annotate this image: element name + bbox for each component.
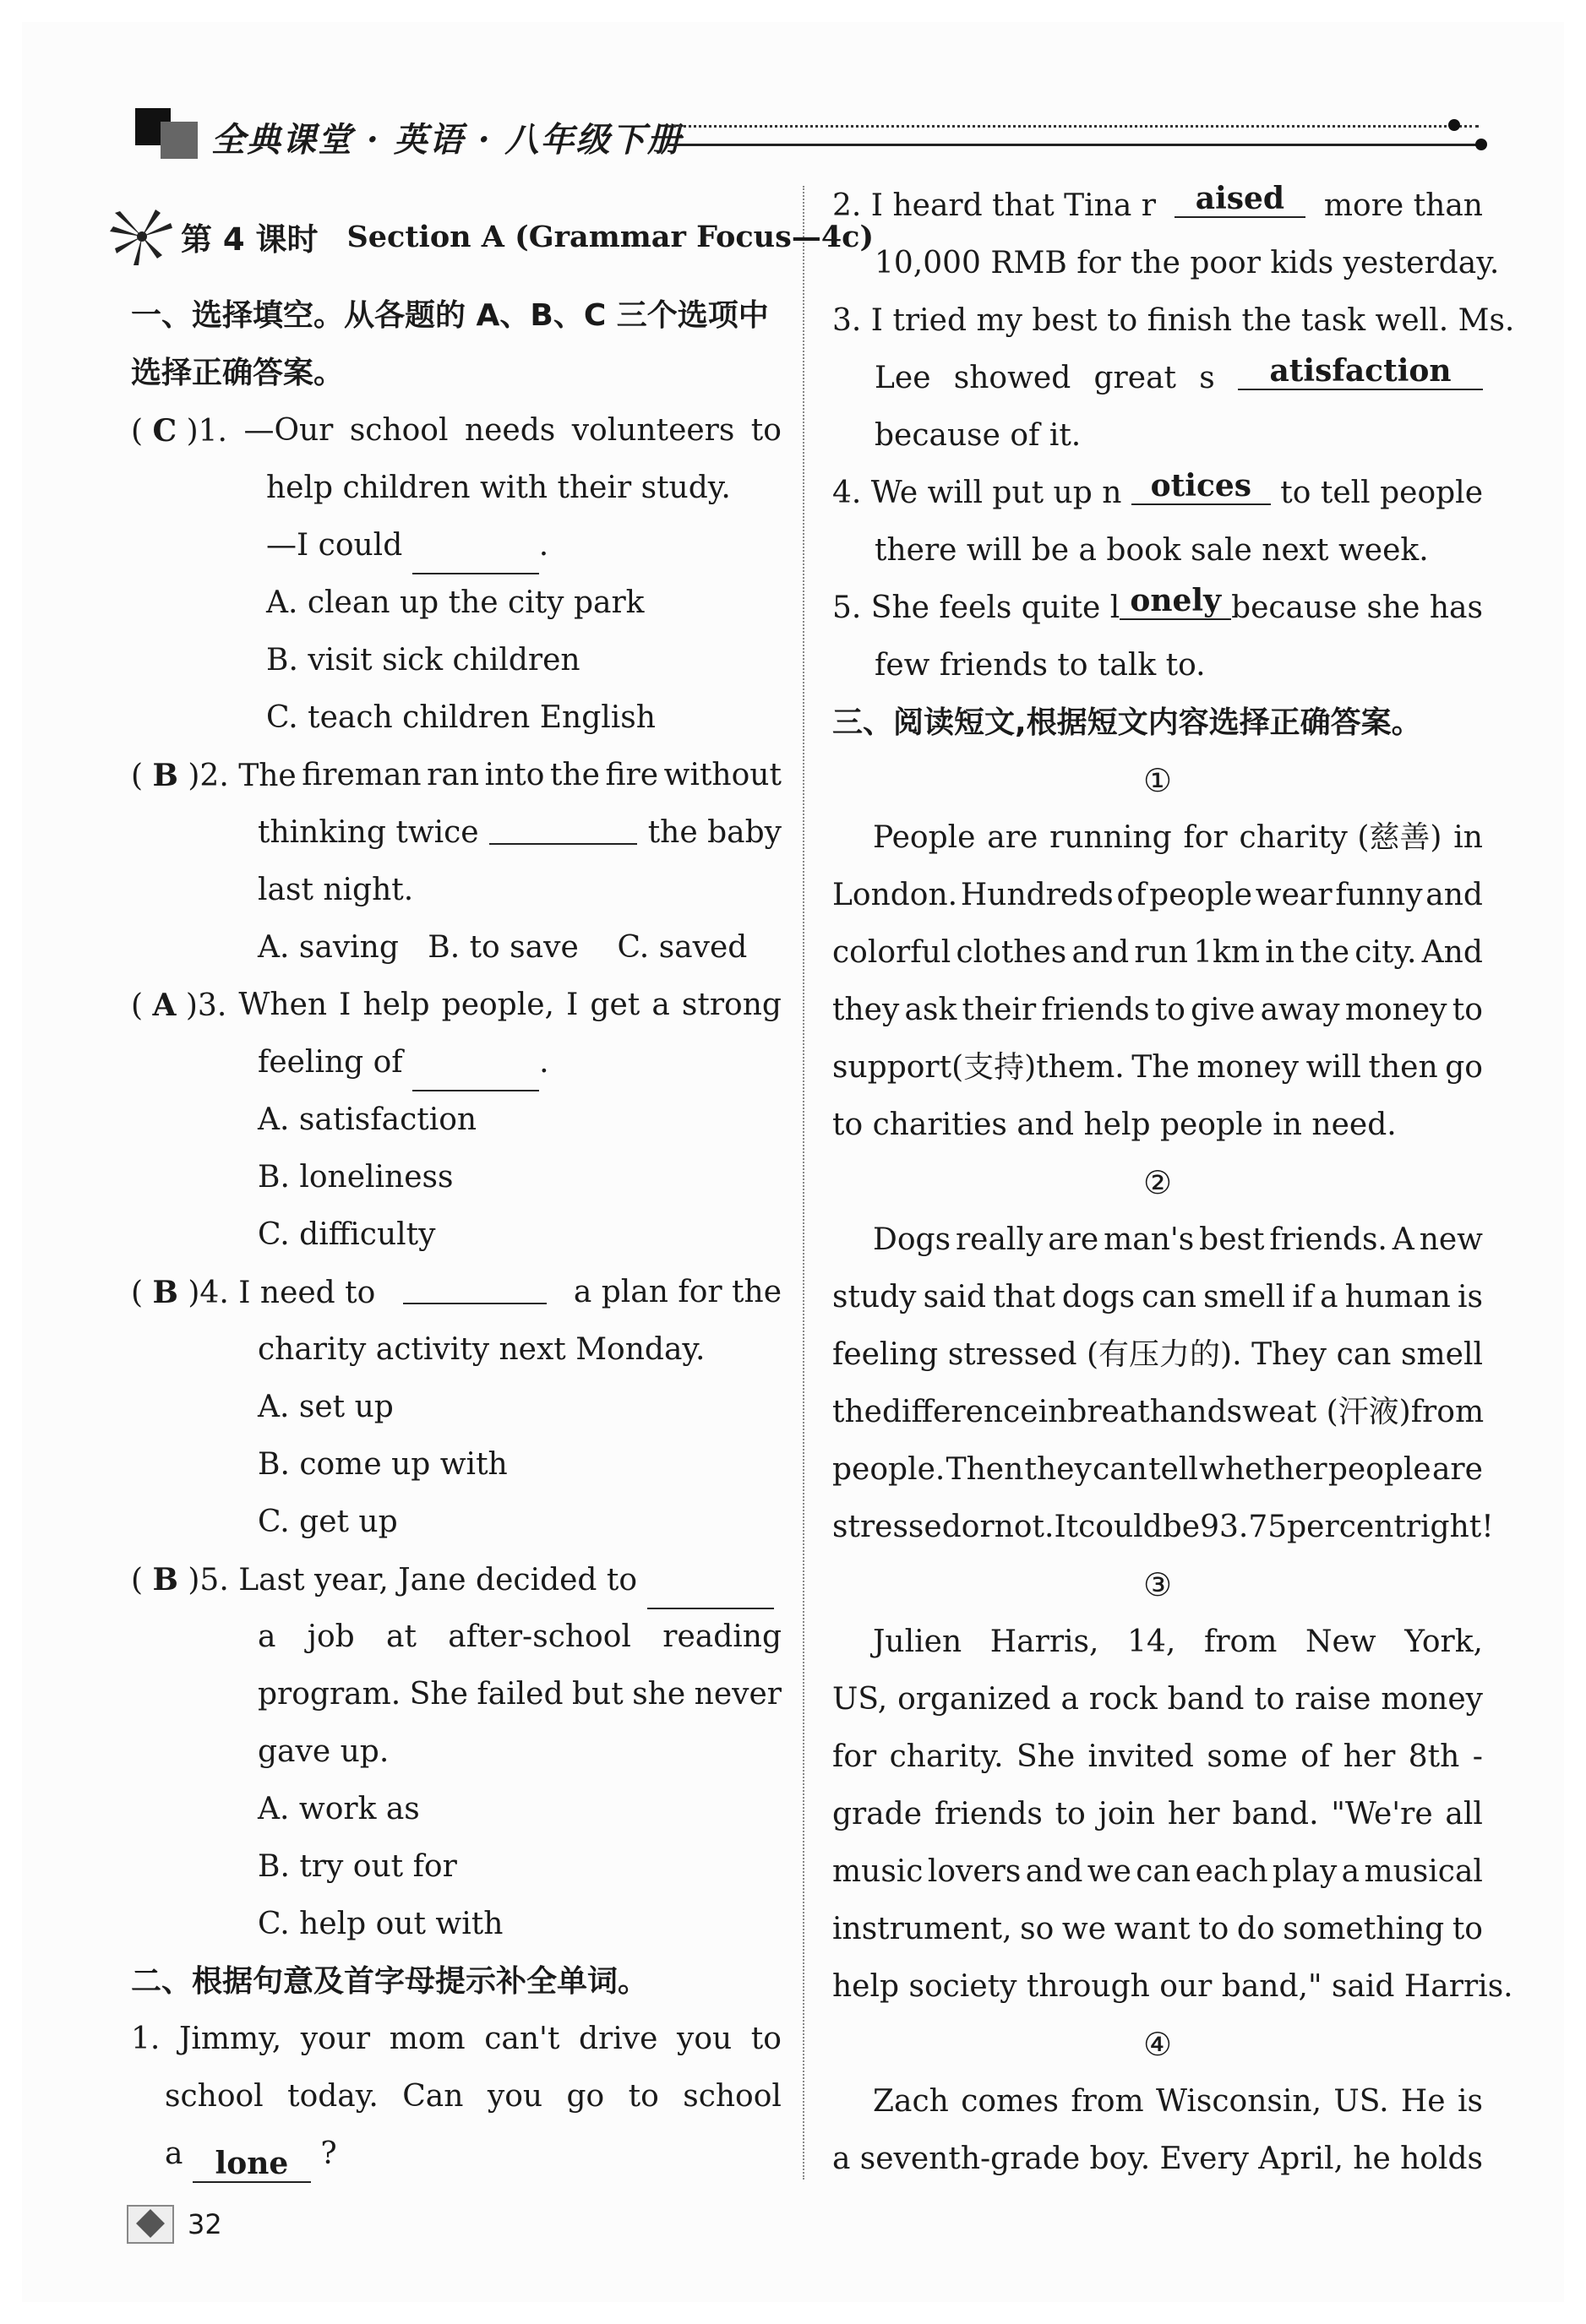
passage-word: be: [1162, 1510, 1201, 1544]
passage-word: A: [1392, 1222, 1414, 1257]
q1-option-a: A. clean up the city park: [266, 585, 645, 620]
passage-word: April,: [1258, 2142, 1344, 2176]
q3-stem-cont: feeling of .: [131, 1034, 782, 1091]
passage-word: if: [1292, 1280, 1314, 1314]
passage-word: of: [1300, 1739, 1331, 1774]
passage-line: [832, 2131, 1483, 2188]
passage-line: [832, 982, 1483, 1039]
passage-line: [832, 1901, 1483, 1958]
passage-word: really: [955, 1222, 1044, 1257]
passage-4-marker: ④: [1142, 2026, 1173, 2063]
passage-1-marker: ①: [1142, 762, 1173, 799]
passage-word: can: [1336, 1337, 1392, 1372]
passage-line: [832, 1614, 1483, 1671]
passage-word: then: [1368, 1050, 1438, 1085]
passage-word: the: [1300, 935, 1350, 970]
passage-word: her: [1343, 1739, 1396, 1774]
header-square-shadow-icon: [161, 122, 198, 159]
q4-stem-cont: charity activity next Monday.: [258, 1332, 706, 1367]
passage-word: People: [873, 820, 976, 855]
passage-word: help society through our band," said Harris.: [832, 1969, 1513, 2004]
p2-q5-answer: onely: [1120, 580, 1231, 620]
passage-word: for: [1183, 820, 1228, 855]
q2-blank: [489, 804, 637, 845]
passage-word: they: [832, 993, 900, 1027]
left-column: [131, 287, 782, 2183]
passage-line: [832, 1441, 1483, 1499]
header-dot: [1448, 119, 1460, 131]
q1-stem-cont: help children with their study.: [266, 471, 731, 505]
passage-line: [832, 1499, 1494, 1556]
passage-word: all: [1445, 1797, 1483, 1831]
p2-q3-line3: because of it.: [875, 418, 1082, 453]
part1-heading: 一、选择填空。从各题的 A、B、C 三个选项中: [131, 298, 769, 333]
passage-3-marker: ③: [1142, 1566, 1173, 1603]
passage-word: and: [1025, 1854, 1083, 1889]
passage-word: smell: [1203, 1280, 1286, 1314]
passage-word: could: [1078, 1510, 1163, 1544]
q5-answer: B: [152, 1562, 178, 1597]
page-footer: [127, 2205, 222, 2244]
passage-word: comes: [961, 2084, 1059, 2119]
passage-word: the: [832, 1395, 882, 1429]
passage-word: and: [1425, 878, 1483, 912]
q5-stem-cont: a job at after-school reading: [258, 1619, 782, 1654]
passage-word: dogs: [1061, 1280, 1136, 1314]
p2-q1-line1: 1. Jimmy, your mom can't drive you to: [131, 2022, 782, 2056]
passage-word: away: [1260, 993, 1340, 1027]
passage-word: "We're: [1331, 1797, 1433, 1831]
passage-word: tell: [1148, 1452, 1198, 1487]
passage-word: can: [1136, 1854, 1191, 1889]
q5-option-c: C. help out with: [258, 1907, 504, 1941]
part1-heading-cont: 选择正确答案。: [131, 356, 345, 390]
passage-word: difference: [881, 1395, 1038, 1429]
passage-line: [832, 809, 1483, 867]
passage-word: to charities and help people in need.: [832, 1108, 1397, 1142]
passage-word: Then: [946, 1452, 1024, 1487]
passage-word: charity.: [889, 1739, 1004, 1774]
passage-word: and: [1169, 1395, 1227, 1429]
passage-word: wear: [1255, 878, 1333, 912]
passage-line: [832, 867, 1483, 924]
part2-heading: 二、根据句意及首字母提示补全单词。: [131, 1964, 649, 1999]
passage-word: It: [1054, 1510, 1079, 1544]
q3-option-a: A. satisfaction: [258, 1102, 477, 1137]
passage-line: [832, 1211, 1483, 1269]
passage-word: sweat (汗液): [1226, 1395, 1411, 1429]
passage-word: want: [1114, 1912, 1191, 1946]
q1-response: —I could .: [131, 517, 782, 574]
passage-word: or: [961, 1510, 995, 1544]
passage-line: [832, 1269, 1483, 1326]
passage-word: can: [1142, 1280, 1197, 1314]
passage-word: not.: [994, 1510, 1055, 1544]
passage-word: 93.75: [1200, 1510, 1288, 1544]
q4-blank: [403, 1264, 547, 1304]
diamond-icon: [127, 2205, 174, 2244]
q2-stem-cont: thinking twice the baby: [131, 804, 782, 862]
q1-stem: ( C )1. —Our school needs volunteers to: [131, 402, 782, 460]
passage-word: funny: [1335, 878, 1423, 912]
passage-word: He: [1400, 2084, 1446, 2119]
passage-word: we: [1061, 1912, 1107, 1946]
passage-word: friends.: [1269, 1222, 1387, 1257]
p2-q5-line2: few friends to talk to.: [875, 648, 1206, 683]
p2-q3-line2: Lee showed great s atisfaction: [832, 350, 1483, 407]
passage-word: London.: [832, 878, 958, 912]
book-title: 全典课堂 · 英语 · 八年级下册: [211, 120, 683, 160]
header-rule: [668, 144, 1479, 146]
passage-word: raise: [1294, 1682, 1371, 1717]
q2-option-b: B. to save: [428, 930, 579, 965]
passage-word: seventh-grade: [859, 2142, 1081, 2176]
passage-word: band.: [1232, 1797, 1319, 1831]
q3-stem: ( A )3. When I help people, I get a strong: [131, 988, 782, 1023]
p2-q2-line2: 10,000 RMB for the poor kids yesterday.: [875, 246, 1500, 280]
q4-option-a: A. set up: [258, 1390, 394, 1424]
q2-answer: B: [152, 758, 178, 793]
passage-word: are: [1048, 1222, 1099, 1257]
q2-option-a: A. saving: [258, 930, 399, 965]
passage-word: their: [962, 993, 1037, 1027]
passage-word: for: [832, 1739, 877, 1774]
passage-word: holds: [1400, 2142, 1483, 2176]
q5-blank: [647, 1569, 774, 1609]
passage-word: breath: [1067, 1395, 1169, 1429]
p2-q5-line1: 5. She feels quite l onely because she has: [832, 580, 1483, 637]
passage-word: 14,: [1127, 1625, 1176, 1659]
passage-word: Julien: [873, 1625, 962, 1659]
passage-word: friends: [1041, 993, 1150, 1027]
lesson-number: 第 4 课时: [181, 221, 319, 258]
passage-line: [832, 1039, 1483, 1097]
passage-word: from: [1071, 2084, 1144, 2119]
column-divider: [803, 186, 804, 2180]
passage-3: [832, 1614, 1513, 2016]
running-header: [135, 108, 1496, 167]
passage-word: smell: [1401, 1337, 1483, 1372]
passage-line: [832, 1728, 1483, 1786]
passage-word: rock: [1088, 1682, 1158, 1717]
passage-word: Zach: [873, 2084, 949, 2119]
q3-option-b: B. loneliness: [258, 1160, 454, 1195]
passage-word: to: [1254, 1682, 1285, 1717]
passage-word: a: [832, 2142, 851, 2176]
right-column: [832, 177, 1515, 2188]
passage-line: [832, 1326, 1483, 1384]
p2-q1-line3: a lone ?: [165, 2136, 337, 2181]
passage-word: said: [923, 1280, 987, 1314]
passage-word: The: [1131, 1050, 1190, 1085]
q4-answer: B: [152, 1275, 178, 1310]
passage-word: to: [1154, 993, 1185, 1027]
passage-word: And: [1421, 935, 1483, 970]
passage-word: invited: [1087, 1739, 1194, 1774]
passage-word: instrument,: [832, 1912, 1012, 1946]
q5-option-a: A. work as: [258, 1792, 420, 1826]
passage-word: money: [1344, 993, 1447, 1027]
passage-word: right!: [1405, 1510, 1494, 1544]
passage-word: from: [1204, 1625, 1278, 1659]
lesson-section: Section A (Grammar Focus—4c): [346, 219, 875, 254]
passage-line: [832, 2073, 1483, 2131]
q2-options: [131, 919, 782, 977]
passage-word: percent: [1287, 1510, 1406, 1544]
lesson-title: [108, 207, 874, 266]
passage-word: and: [1071, 935, 1130, 970]
q2-option-c: C. saved: [617, 930, 748, 965]
q1-blank: [412, 534, 539, 574]
passage-line: [832, 1097, 1483, 1154]
passage-word: in: [1453, 820, 1483, 855]
passage-word: boy.: [1089, 2142, 1151, 2176]
passage-word: will: [1305, 1050, 1361, 1085]
q1-option-b: B. visit sick children: [266, 643, 580, 678]
q4-stem: ( B )4. I need to a plan for the: [131, 1264, 782, 1321]
passage-word: band: [1167, 1682, 1245, 1717]
passage-word: feeling: [832, 1337, 939, 1372]
passage-word: Every: [1159, 2142, 1249, 2176]
passage-word: people: [1149, 878, 1253, 912]
passage-2-marker: ②: [1142, 1164, 1173, 1201]
passage-word: stressed (有压力的).: [947, 1337, 1242, 1372]
passage-word: 8th: [1408, 1739, 1460, 1774]
passage-word: Wisconsin,: [1156, 2084, 1322, 2119]
passage-word: play: [1272, 1854, 1338, 1889]
passage-word: is: [1457, 1280, 1483, 1314]
q5-stem-end: gave up.: [258, 1734, 390, 1769]
passage-word: man's: [1104, 1222, 1195, 1257]
passage-word: are: [987, 820, 1038, 855]
passage-line: [832, 1843, 1483, 1901]
passage-word: they: [1024, 1452, 1092, 1487]
passage-word: ask: [904, 993, 957, 1027]
q3-answer: A: [152, 988, 177, 1023]
passage-word: organized: [897, 1682, 1051, 1717]
passage-word: New: [1305, 1625, 1376, 1659]
passage-word: from: [1410, 1395, 1485, 1429]
passage-word: study: [832, 1280, 917, 1314]
plant-icon: [108, 204, 176, 269]
passage-word: She: [1016, 1739, 1076, 1774]
passage-word: something: [1283, 1912, 1445, 1946]
q4-option-c: C. get up: [258, 1505, 398, 1539]
passage-word: join: [1098, 1797, 1156, 1831]
q1-number: ( C )1.: [131, 413, 228, 449]
q4-option-b: B. come up with: [258, 1447, 508, 1482]
passage-word: US,: [832, 1682, 888, 1717]
passage-word: in: [1038, 1395, 1068, 1429]
p2-q3-line1: 3. I tried my best to finish the task well. Ms.: [832, 303, 1515, 338]
p2-q1-answer: lone: [193, 2142, 311, 2183]
passage-word: to: [1198, 1912, 1229, 1946]
passage-word: a: [1060, 1682, 1079, 1717]
part3-heading: 三、阅读短文,根据短文内容选择正确答案。: [832, 705, 1422, 740]
passage-line: [832, 1786, 1483, 1843]
q1-option-c: C. teach children English: [266, 700, 656, 735]
passage-word: each: [1195, 1854, 1268, 1889]
passage-1: [832, 809, 1483, 1154]
header-dotted-rule: [668, 125, 1479, 128]
q2-stem: ( B )2. The fireman ran into the fire without: [131, 758, 782, 793]
passage-word: US.: [1333, 2084, 1389, 2119]
passage-word: They: [1251, 1337, 1327, 1372]
p2-q4-answer: otices: [1131, 465, 1271, 505]
p2-q2-line1: 2. I heard that Tina r aised more than: [832, 177, 1483, 235]
passage-word: money: [1196, 1050, 1300, 1085]
passage-4: [832, 2073, 1483, 2188]
passage-word: some: [1207, 1739, 1288, 1774]
passage-word: Hundreds: [960, 878, 1114, 912]
passage-word: York,: [1404, 1625, 1483, 1659]
passage-line: [832, 1384, 1483, 1441]
passage-2: [832, 1211, 1494, 1556]
passage-word: a: [1320, 1280, 1338, 1314]
passage-line: [832, 1958, 1513, 2016]
passage-word: Dogs: [873, 1222, 951, 1257]
passage-word: so: [1020, 1912, 1055, 1946]
q5-stem: ( B )5. Last year, Jane decided to: [131, 1551, 782, 1608]
passage-word: music: [832, 1854, 924, 1889]
page-number: 32: [188, 2208, 222, 2240]
passage-word: he: [1353, 2142, 1391, 2176]
passage-word: lovers: [927, 1854, 1022, 1889]
q2-stem-end: last night.: [258, 873, 414, 907]
passage-word: people: [1327, 1452, 1431, 1487]
passage-word: we: [1087, 1854, 1131, 1889]
passage-word: do: [1236, 1912, 1275, 1946]
passage-word: best: [1199, 1222, 1265, 1257]
passage-line: [832, 924, 1483, 982]
passage-line: [832, 1671, 1483, 1728]
passage-word: colorful: [832, 935, 951, 970]
p2-q1-line2: school today. Can you go to school: [165, 2079, 782, 2114]
passage-word: money: [1381, 1682, 1483, 1717]
passage-word: give: [1191, 993, 1256, 1027]
passage-word: to: [1452, 993, 1483, 1027]
passage-word: stressed: [832, 1510, 962, 1544]
q1-answer: C: [152, 413, 177, 449]
passage-word: Harris,: [989, 1625, 1099, 1659]
passage-word: can: [1093, 1452, 1147, 1487]
passage-word: city.: [1354, 935, 1417, 970]
q3-option-c: C. difficulty: [258, 1217, 436, 1252]
q5-option-b: B. try out for: [258, 1849, 457, 1884]
passage-word: of: [1116, 878, 1147, 912]
passage-word: run: [1134, 935, 1188, 970]
passage-word: grade: [832, 1797, 923, 1831]
q3-blank: [412, 1051, 539, 1091]
passage-word: human: [1344, 1280, 1451, 1314]
passage-word: whether: [1199, 1452, 1327, 1487]
passage-word: go: [1445, 1050, 1483, 1085]
passage-word: a: [1341, 1854, 1360, 1889]
p2-q3-answer: atisfaction: [1238, 350, 1483, 390]
passage-word: to: [1055, 1797, 1086, 1831]
passage-word: is: [1457, 2084, 1483, 2119]
passage-word: clothes: [956, 935, 1067, 970]
passage-word: are: [1431, 1452, 1483, 1487]
passage-word: that: [993, 1280, 1055, 1314]
passage-word: new: [1419, 1222, 1483, 1257]
p2-q2-answer: aised: [1175, 177, 1305, 218]
p2-q4-line1: 4. We will put up n otices to tell people: [832, 465, 1483, 522]
passage-word: -: [1472, 1739, 1483, 1774]
passage-word: charity (慈善): [1239, 820, 1442, 855]
passage-word: musical: [1364, 1854, 1483, 1889]
passage-word: to: [1452, 1912, 1483, 1946]
header-dot: [1475, 139, 1487, 150]
p2-q4-line2: there will be a book sale next week.: [875, 533, 1429, 568]
passage-word: her: [1167, 1797, 1220, 1831]
q5-stem-cont2: program. She failed but she never: [258, 1677, 782, 1712]
passage-word: friends: [934, 1797, 1043, 1831]
passage-word: people.: [832, 1452, 946, 1487]
passage-word: in: [1265, 935, 1294, 970]
passage-word: 1km: [1193, 935, 1261, 970]
passage-word: support(支持)them.: [832, 1050, 1125, 1085]
passage-word: running: [1049, 820, 1172, 855]
